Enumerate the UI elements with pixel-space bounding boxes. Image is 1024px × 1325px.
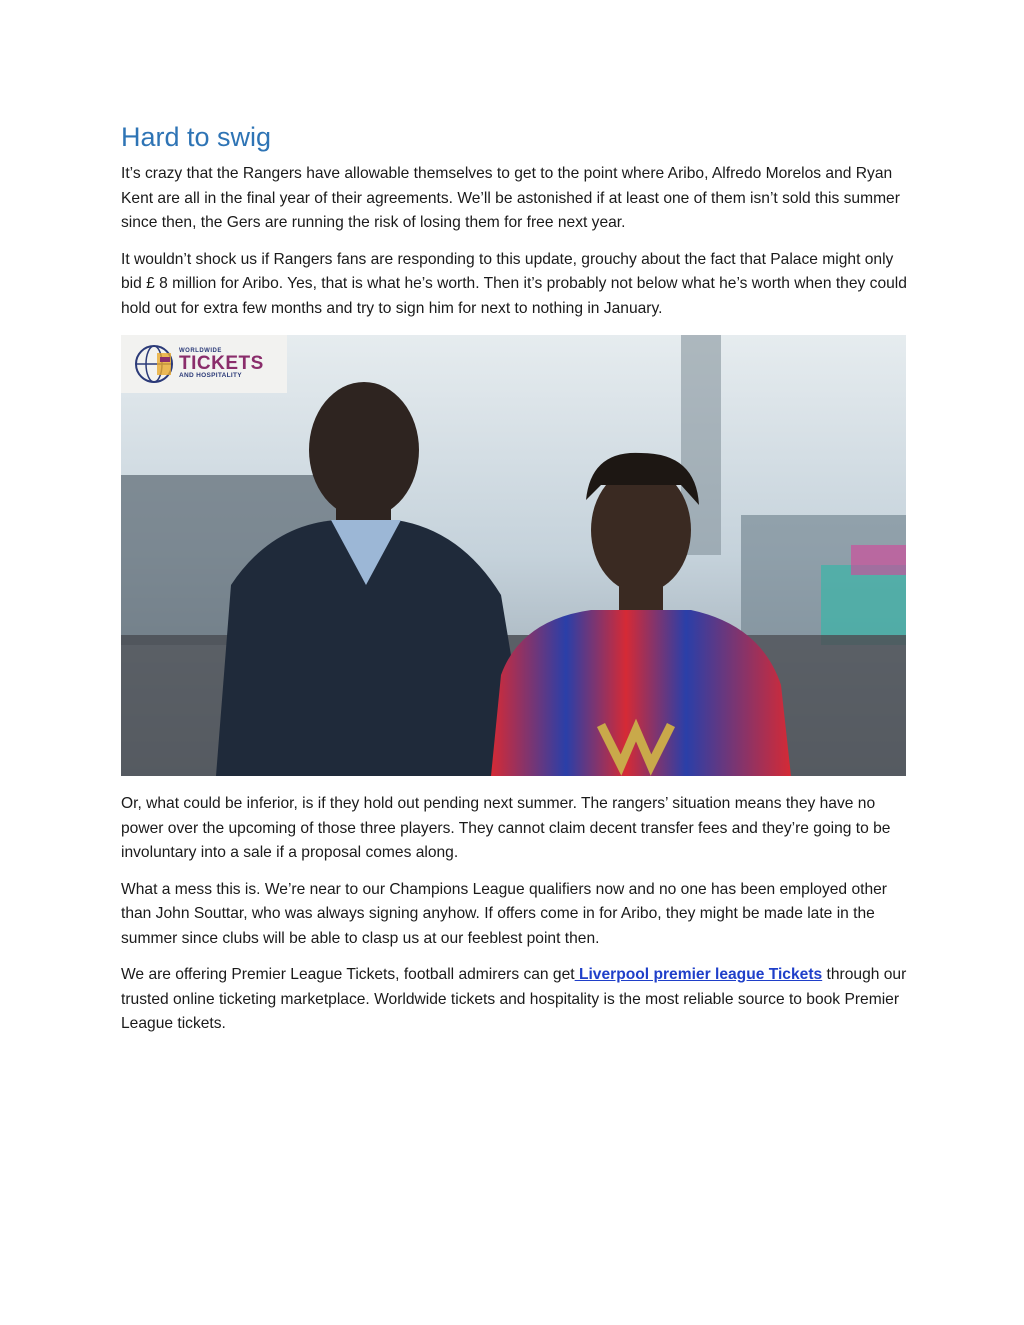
- logo-main-text: TICKETS: [179, 353, 264, 375]
- logo-top-text: WORLDWIDE: [179, 348, 222, 355]
- paragraph-2: It wouldn’t shock us if Rangers fans are responding to this update, grouchy about the fact that Palace might only bid £ 8 million for Aribo. Yes, that is what he’s worth. Then it’s probably not below what he’s worth when they could hold out for extra few months and try to sign him for next to nothing in January.: [121, 250, 907, 317]
- globe-icon: [133, 343, 175, 385]
- watermark-logo: [121, 335, 287, 393]
- paragraph-4: What a mess this is. We’re near to our Champions League qualifiers now and no one has been employed other than John Souttar, who was always signing anyhow. If offers come in for Aribo, they might be made late in the summer since clubs will be able to clasp us at our feeblest point then.: [121, 880, 887, 947]
- liverpool-tickets-link[interactable]: Liverpool premier league Tickets: [574, 966, 823, 983]
- document-page: [121, 118, 907, 1049]
- paragraph-5-lead: We are offering Premier League Tickets, football admirers can get: [121, 966, 575, 983]
- paragraph-5: [121, 963, 907, 1037]
- photo-illustration: [121, 335, 906, 776]
- logo-sub-text: AND HOSPITALITY: [179, 372, 242, 380]
- paragraph-3: Or, what could be inferior, is if they hold out pending next summer. The rangers’ situation means they have no power over the upcoming of those three players. They cannot claim decent transfer fees and they’re going to be involuntary into a sale if a proposal comes along.: [121, 795, 891, 861]
- paragraph-1: It’s crazy that the Rangers have allowable themselves to get to the point where Aribo, Alfredo Morelos and Ryan Kent are all in the final year of their agreements. We’ll be astonished if at least one of them isn’t sold this summer since then, the Gers are running the risk of losing them for free next year.: [121, 165, 900, 231]
- article-photo: [121, 335, 906, 776]
- paragraph-5-tail: through our trusted online ticketing marketplace. Worldwide tickets and hospitality is the most reliable source to book Premier League tickets.: [121, 966, 907, 1032]
- section-heading: Hard to swig: [121, 122, 272, 152]
